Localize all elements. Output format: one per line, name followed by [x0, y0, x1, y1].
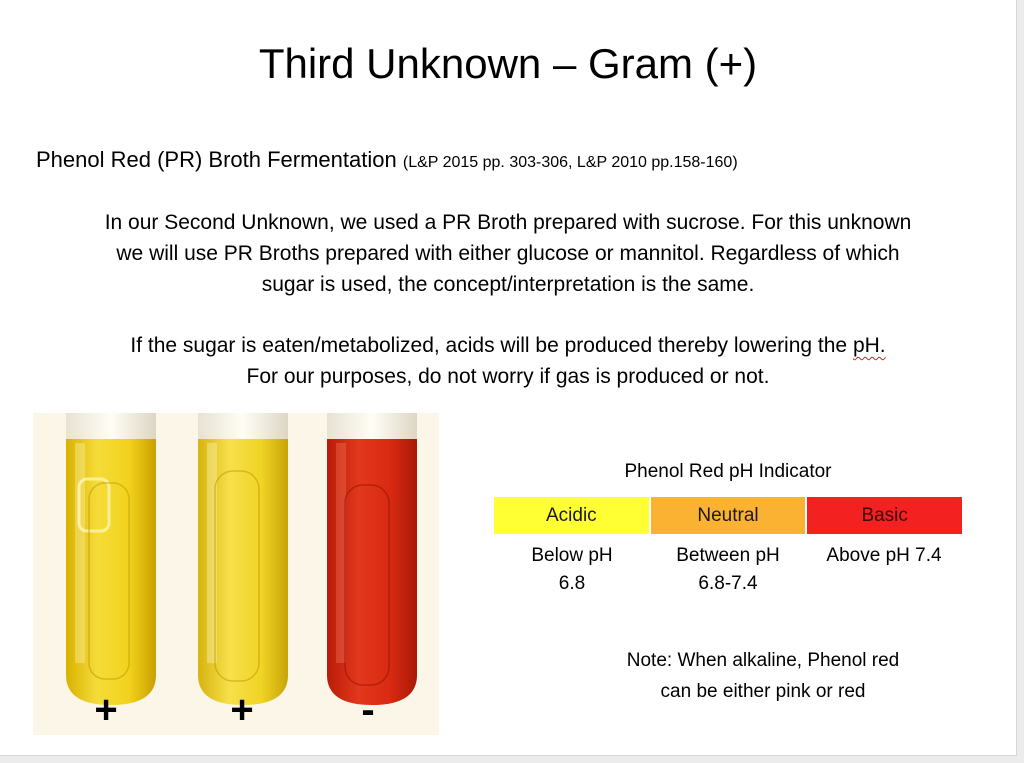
neutral-range-label: Between pH 6.8-7.4 — [676, 545, 780, 594]
acidic-cell: Acidic — [494, 497, 649, 534]
tube-1-result: + — [94, 688, 118, 732]
slide-title: Third Unknown – Gram (+) — [258, 40, 758, 87]
intro-line-3: sugar is used, the concept/interpretation is the same. — [261, 273, 755, 296]
tube-2-result: + — [230, 688, 254, 732]
basic-cell: Basic — [805, 497, 962, 534]
ph-range-labels — [494, 542, 962, 598]
interpretation-paragraph — [0, 330, 1016, 392]
interpretation-line-1-text: If the sugar is eaten/metabolized, acids will be produced thereby lowering the — [130, 334, 853, 357]
interpretation-line-2: For our purposes, do not worry if gas is produced or not. — [246, 365, 770, 388]
neutral-cell: Neutral — [649, 497, 806, 534]
test-tubes-illustration — [33, 413, 439, 735]
ph-color-scale — [494, 497, 962, 534]
tube-3-result: - — [361, 688, 375, 732]
section-heading — [36, 147, 738, 173]
tube-3 — [327, 413, 417, 705]
tube-2 — [198, 413, 288, 705]
indicator-title: Phenol Red pH Indicator — [624, 461, 832, 482]
section-reference: (L&P 2015 pp. 303-306, L&P 2010 pp.158-160) — [402, 154, 738, 171]
interpretation-line-1 — [0, 330, 1016, 361]
intro-line-1: In our Second Unknown, we used a PR Broth prepared with sucrose. For this unknown — [104, 211, 912, 234]
intro-line-2: we will use PR Broths prepared with either glucose or mannitol. Regardless of which — [116, 242, 900, 265]
intro-paragraph — [0, 207, 1016, 300]
basic-range-label: Above pH 7.4 — [826, 545, 942, 566]
spellcheck-marked-word: pH. — [852, 334, 886, 357]
tube-1 — [66, 413, 156, 705]
test-tubes-photo — [33, 413, 439, 735]
section-heading-main: Phenol Red (PR) Broth Fermentation — [36, 147, 397, 172]
indicator-note: Note: When alkaline, Phenol red can be either pink or red — [626, 650, 900, 702]
acidic-range-label: Below pH 6.8 — [531, 545, 613, 594]
